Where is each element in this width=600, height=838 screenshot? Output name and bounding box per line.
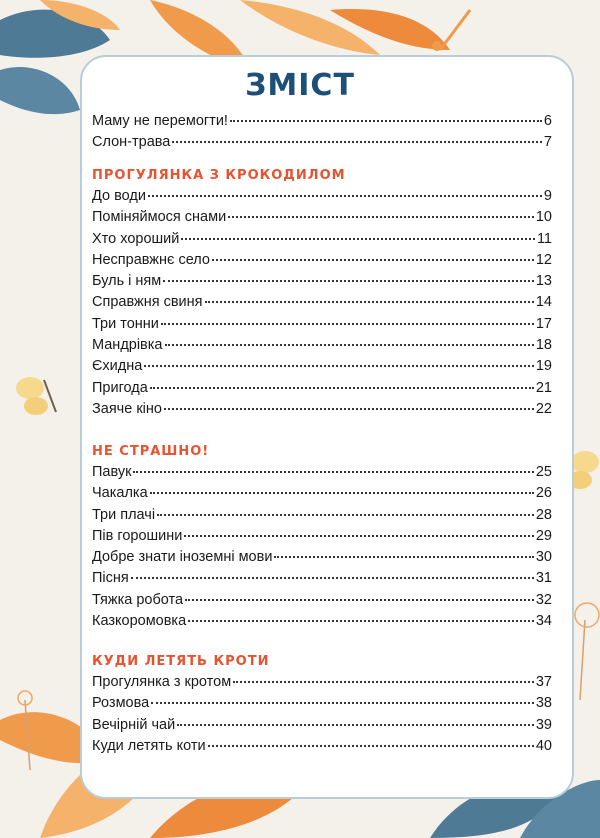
toc-entry[interactable] (92, 695, 552, 716)
toc-entry[interactable] (92, 549, 552, 570)
entry-page: 39 (535, 716, 552, 733)
entry-title: Справжня свиня (92, 294, 203, 311)
berry-icon (432, 41, 442, 51)
entry-title: Пісня (92, 570, 129, 587)
entry-page: 14 (535, 294, 552, 311)
entry-page: 22 (535, 400, 552, 417)
entry-title: Несправжнє село (92, 251, 210, 268)
entry-title: Добре знати іноземні мови (92, 549, 273, 566)
entry-title: Павук (92, 464, 132, 480)
entry-page: 37 (535, 674, 552, 690)
dot-leader (212, 259, 534, 261)
twig-icon (440, 10, 470, 50)
toc-section (92, 444, 552, 634)
entry-page: 21 (535, 379, 552, 396)
dot-leader (148, 195, 542, 197)
toc-entry[interactable] (92, 738, 552, 759)
entry-title: Буль і ням (92, 273, 162, 290)
dot-leader (165, 344, 534, 346)
dot-leader (233, 681, 534, 683)
entry-page: 19 (535, 358, 552, 375)
entry-page: 34 (535, 613, 552, 630)
entry-title: Пригода (92, 379, 148, 396)
dot-leader (228, 216, 534, 218)
entry-title: Заяче кіно (92, 400, 162, 417)
toc-entry[interactable] (92, 592, 552, 613)
dot-leader (157, 514, 534, 516)
toc-entry[interactable] (92, 316, 552, 337)
entry-title: Прогулянка з кротом (92, 674, 232, 690)
entry-page: 30 (535, 549, 552, 566)
entry-page: 28 (535, 506, 552, 523)
toc-section (92, 168, 552, 422)
entry-title: Слон-трава (92, 134, 171, 151)
entry-title: Пів горошини (92, 527, 183, 544)
dot-leader (181, 238, 535, 240)
dot-leader (185, 599, 534, 601)
section-heading: НЕ СТРАШНО! (92, 444, 210, 459)
orange-leaf-icon (240, 0, 380, 55)
dot-leader (144, 365, 534, 367)
entry-page: 17 (535, 315, 552, 332)
toc-entry[interactable] (92, 358, 552, 379)
entry-page: 7 (543, 134, 552, 151)
entry-page: 32 (535, 591, 552, 608)
entry-title: До води (92, 188, 146, 204)
dot-leader (133, 471, 533, 473)
toc-entry[interactable] (92, 294, 552, 315)
toc-entry[interactable] (92, 273, 552, 294)
entry-page: 11 (536, 230, 552, 247)
toc-entry[interactable] (92, 134, 552, 155)
toc-entry[interactable] (92, 231, 552, 252)
toc-entry[interactable] (92, 464, 552, 485)
entry-title: Маму не перемогти! (92, 113, 228, 129)
entry-page: 29 (535, 527, 552, 544)
entry-page: 12 (535, 251, 552, 268)
entry-page: 9 (543, 188, 552, 204)
dot-leader (274, 556, 533, 558)
toc-entry[interactable] (92, 209, 552, 230)
section-heading: КУДИ ЛЕТЯТЬ КРОТИ (92, 654, 270, 669)
toc-entry[interactable] (92, 485, 552, 506)
dot-leader (184, 535, 533, 537)
toc-entry[interactable] (92, 717, 552, 738)
toc-entry[interactable] (92, 188, 552, 209)
entry-page: 40 (535, 737, 552, 754)
entry-title: Вечірній чай (92, 716, 176, 733)
page-title: ЗМІСТ (245, 68, 355, 103)
dot-leader (188, 620, 534, 622)
entry-title: Три тонни (92, 315, 159, 332)
entry-title: Чакалка (92, 485, 148, 502)
entry-page: 6 (543, 113, 552, 129)
dot-leader (161, 323, 534, 325)
entry-page: 38 (535, 695, 552, 712)
toc-entry[interactable] (92, 337, 552, 358)
dot-leader (205, 301, 534, 303)
dot-leader (150, 387, 534, 389)
entry-title: Мандрівка (92, 337, 163, 354)
dot-leader (230, 120, 542, 122)
entry-title: Казкоромовка (92, 613, 187, 630)
toc-entry[interactable] (92, 252, 552, 273)
dot-leader (131, 577, 534, 579)
toc-entry[interactable] (92, 613, 552, 634)
entry-page: 18 (535, 337, 552, 354)
entry-title: Розмова (92, 695, 150, 712)
toc-entry[interactable] (92, 113, 552, 134)
toc-entry[interactable] (92, 570, 552, 591)
entry-page: 31 (535, 570, 552, 587)
toc-entry[interactable] (92, 674, 552, 695)
entry-page: 13 (535, 273, 552, 290)
toc-entry[interactable] (92, 380, 552, 401)
entry-title: Поміняймося снами (92, 209, 227, 226)
entry-page: 26 (535, 485, 552, 502)
dot-leader (177, 724, 534, 726)
dot-leader (150, 492, 534, 494)
dot-leader (151, 702, 534, 704)
dandelion-icon (575, 603, 599, 627)
dot-leader (163, 280, 534, 282)
toc-section (92, 654, 552, 759)
entry-title: Хто хороший (92, 230, 180, 247)
toc-intro (92, 113, 552, 156)
section-heading: ПРОГУЛЯНКА З КРОКОДИЛОМ (92, 168, 346, 183)
entry-title: Єхидна (92, 358, 143, 375)
entry-title: Куди летять коти (92, 737, 206, 754)
dot-leader (208, 745, 534, 747)
butterfly-icon (16, 377, 56, 415)
toc-entry[interactable] (92, 507, 552, 528)
dot-leader (164, 408, 534, 410)
dot-leader (172, 141, 542, 143)
toc-entry[interactable] (92, 528, 552, 549)
entry-page: 10 (535, 209, 552, 226)
entry-title: Тяжка робота (92, 591, 184, 608)
toc-entry[interactable] (92, 401, 552, 422)
entry-title: Три плачі (92, 506, 156, 523)
entry-page: 25 (535, 464, 552, 480)
